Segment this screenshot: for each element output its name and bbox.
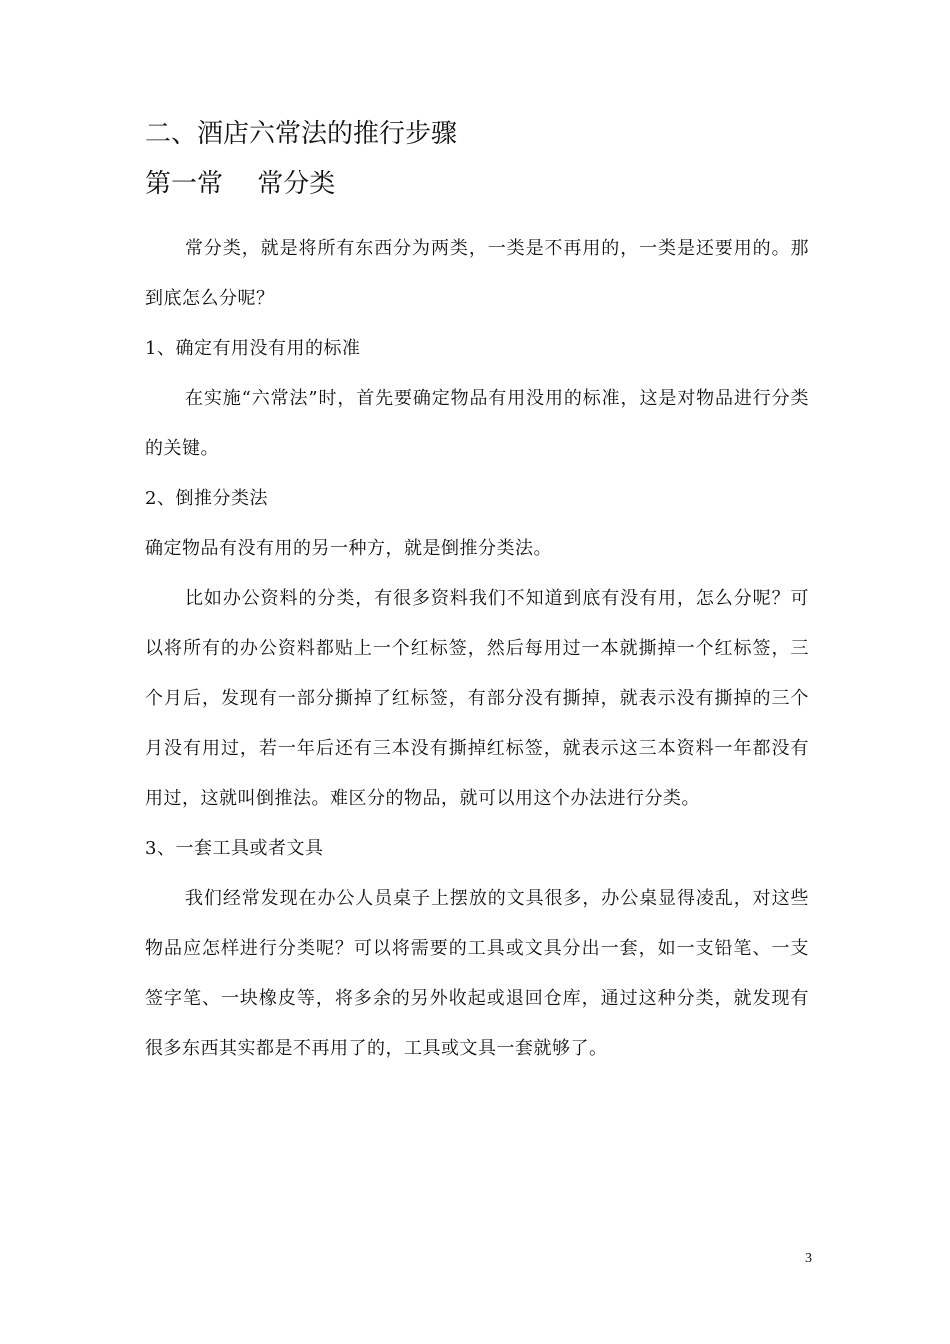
item-heading-1: 1、确定有用没有用的标准 xyxy=(145,338,361,359)
subsection-heading: 第一常 常分类 xyxy=(145,169,336,199)
paragraph-intro: 常分类，就是将所有东西分为两类，一类是不再用的，一类是还要用的。那到底怎么分呢？ xyxy=(145,238,809,309)
paragraph-standard: 在实施“六常法”时，首先要确定物品有用没用的标准，这是对物品进行分类的关键。 xyxy=(145,388,809,459)
page-content xyxy=(145,112,809,1074)
item-heading-3: 3、一套工具或者文具 xyxy=(145,838,324,859)
section-heading: 二、酒店六常法的推行步骤 xyxy=(145,119,458,149)
paragraph-office-example: 比如办公资料的分类，有很多资料我们不知道到底有没有用，怎么分呢？可以将所有的办公资料都贴上一个红标签，然后每用过一本就撕掉一个红标签，三个月后，发现有一部分撕掉了红标签，有部分没有撕掉，就表示没有撕掉的三个月没有用过，若一年后还有三本没有撕掉红标签，就表示这三本资料一年都没有用过，这就叫倒推法。难区分的物品，就可以用这个办法进行分类。 xyxy=(145,588,809,809)
paragraph-reverse-method: 确定物品有没有用的另一种方，就是倒推分类法。 xyxy=(145,538,552,559)
item-heading-2: 2、倒推分类法 xyxy=(145,488,268,509)
paragraph-stationery: 我们经常发现在办公人员桌子上摆放的文具很多，办公桌显得凌乱，对这些物品应怎样进行分类呢？可以将需要的工具或文具分出一套，如一支铅笔、一支签字笔、一块橡皮等，将多余的另外收起或退回仓库，通过这种分类，就发现有很多东西其实都是不再用了的，工具或文具一套就够了。 xyxy=(145,888,809,1059)
page-number: 3 xyxy=(805,1251,812,1266)
